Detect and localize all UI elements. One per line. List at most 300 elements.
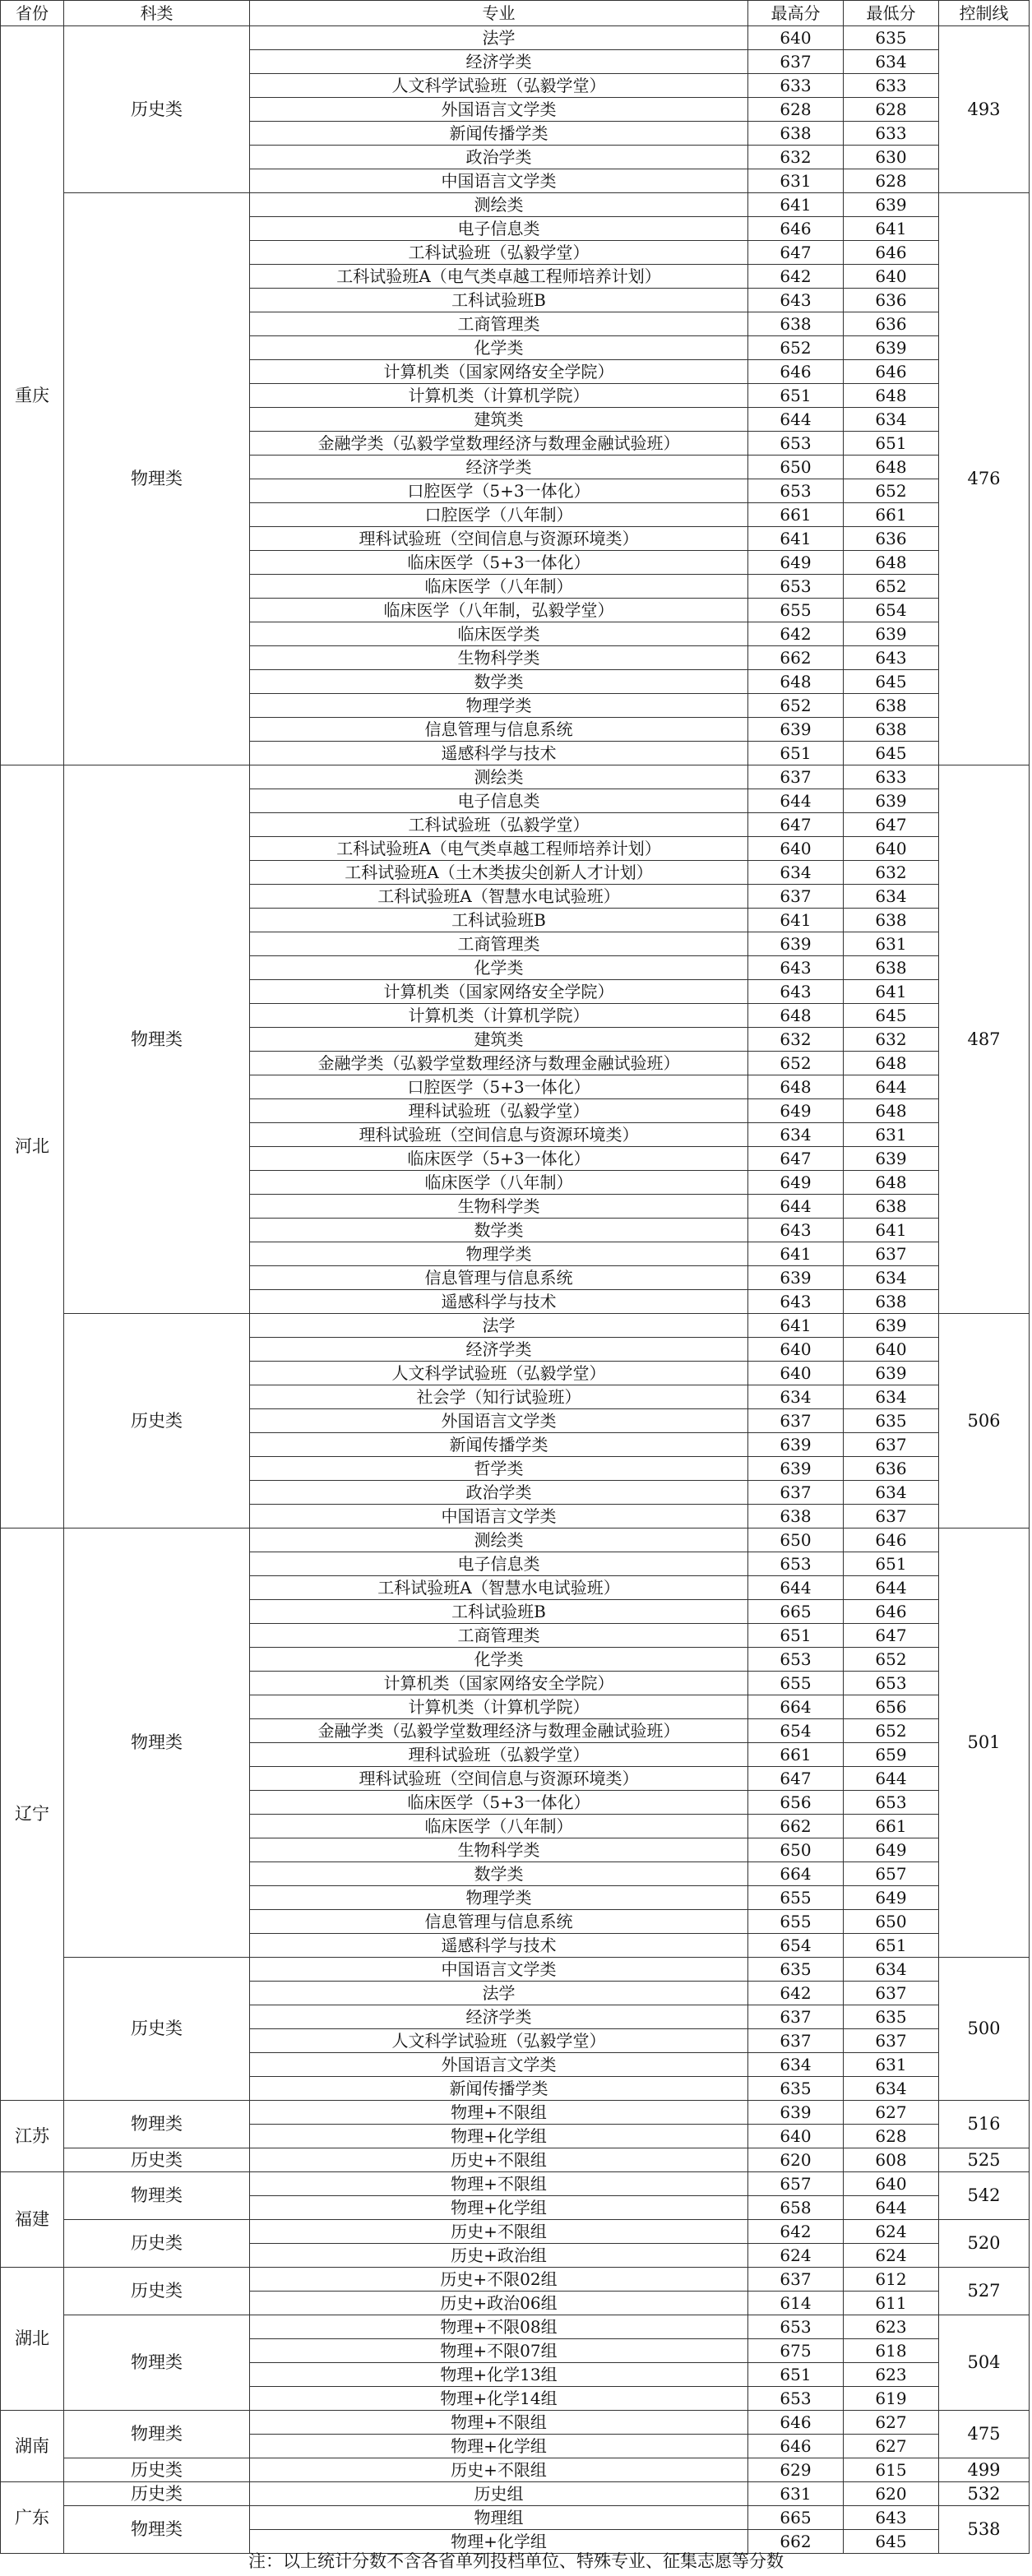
province-cell: 湖北: [1, 2268, 64, 2411]
min-score-cell: 633: [844, 765, 939, 789]
min-score-cell: 637: [844, 1433, 939, 1457]
min-score-cell: 628: [844, 98, 939, 122]
major-cell: 建筑类: [250, 1028, 748, 1052]
major-cell: 工科试验班A（智慧水电试验班）: [250, 1576, 748, 1600]
min-score-cell: 648: [844, 456, 939, 479]
control-line-cell: 538: [939, 2506, 1030, 2554]
major-cell: 物理+化学14组: [250, 2387, 748, 2411]
min-score-cell: 638: [844, 956, 939, 980]
max-score-cell: 637: [748, 2029, 844, 2053]
min-score-cell: 639: [844, 193, 939, 217]
major-cell: 历史+不限组: [250, 2148, 748, 2172]
max-score-cell: 629: [748, 2458, 844, 2482]
min-score-cell: 636: [844, 289, 939, 312]
min-score-cell: 643: [844, 646, 939, 670]
max-score-cell: 643: [748, 1290, 844, 1314]
major-cell: 工商管理类: [250, 1624, 748, 1648]
max-score-cell: 642: [748, 1982, 844, 2005]
major-cell: 历史+政治06组: [250, 2292, 748, 2315]
min-score-cell: 637: [844, 1242, 939, 1266]
control-line-cell: 500: [939, 1958, 1030, 2101]
header-control-line: 控制线: [939, 1, 1030, 26]
max-score-cell: 643: [748, 289, 844, 312]
max-score-cell: 646: [748, 2435, 844, 2458]
max-score-cell: 647: [748, 1767, 844, 1791]
max-score-cell: 654: [748, 1719, 844, 1743]
min-score-cell: 634: [844, 50, 939, 74]
table-row: [1, 1528, 1030, 1552]
major-cell: 测绘类: [250, 765, 748, 789]
max-score-cell: 653: [748, 432, 844, 456]
min-score-cell: 661: [844, 503, 939, 527]
max-score-cell: 657: [748, 2172, 844, 2196]
major-cell: 计算机类（国家网络安全学院）: [250, 1672, 748, 1695]
max-score-cell: 655: [748, 1910, 844, 1934]
track-cell: 历史类: [64, 2268, 250, 2315]
table-row: [1, 2482, 1030, 2506]
major-cell: 经济学类: [250, 456, 748, 479]
major-cell: 工科试验班A（智慧水电试验班）: [250, 885, 748, 909]
min-score-cell: 627: [844, 2101, 939, 2125]
min-score-cell: 643: [844, 2506, 939, 2530]
max-score-cell: 648: [748, 1075, 844, 1099]
control-line-cell: 487: [939, 765, 1030, 1314]
track-cell: 历史类: [64, 2482, 250, 2506]
max-score-cell: 639: [748, 932, 844, 956]
major-cell: 社会学（知行试验班）: [250, 1385, 748, 1409]
max-score-cell: 642: [748, 622, 844, 646]
max-score-cell: 628: [748, 98, 844, 122]
major-cell: 法学: [250, 1982, 748, 2005]
major-cell: 法学: [250, 26, 748, 50]
province-cell: 广东: [1, 2482, 64, 2554]
min-score-cell: 639: [844, 336, 939, 360]
major-cell: 人文科学试验班（弘毅学堂）: [250, 74, 748, 98]
max-score-cell: 658: [748, 2196, 844, 2220]
province-cell: 福建: [1, 2172, 64, 2268]
major-cell: 物理+化学组: [250, 2530, 748, 2554]
min-score-cell: 651: [844, 1934, 939, 1958]
min-score-cell: 635: [844, 2005, 939, 2029]
max-score-cell: 637: [748, 2005, 844, 2029]
major-cell: 新闻传播学类: [250, 1433, 748, 1457]
control-line-cell: 499: [939, 2458, 1030, 2482]
major-cell: 临床医学（5+3一体化）: [250, 551, 748, 575]
min-score-cell: 632: [844, 861, 939, 885]
major-cell: 新闻传播学类: [250, 122, 748, 146]
max-score-cell: 641: [748, 527, 844, 551]
major-cell: 工科试验班B: [250, 1600, 748, 1624]
major-cell: 临床医学（八年制）: [250, 575, 748, 599]
max-score-cell: 631: [748, 169, 844, 193]
min-score-cell: 639: [844, 622, 939, 646]
major-cell: 遥感科学与技术: [250, 742, 748, 765]
min-score-cell: 639: [844, 1314, 939, 1338]
control-line-cell: 532: [939, 2482, 1030, 2506]
max-score-cell: 642: [748, 265, 844, 289]
min-score-cell: 632: [844, 1028, 939, 1052]
major-cell: 临床医学类: [250, 622, 748, 646]
control-line-cell: 504: [939, 2315, 1030, 2411]
min-score-cell: 652: [844, 479, 939, 503]
major-cell: 外国语言文学类: [250, 1409, 748, 1433]
major-cell: 计算机类（国家网络安全学院）: [250, 360, 748, 384]
max-score-cell: 635: [748, 1958, 844, 1982]
min-score-cell: 638: [844, 694, 939, 718]
table-row: [1, 2220, 1030, 2244]
max-score-cell: 644: [748, 789, 844, 813]
table-row: [1, 1314, 1030, 1338]
min-score-cell: 638: [844, 1290, 939, 1314]
min-score-cell: 644: [844, 1576, 939, 1600]
max-score-cell: 662: [748, 2530, 844, 2554]
min-score-cell: 648: [844, 1099, 939, 1123]
max-score-cell: 637: [748, 2268, 844, 2292]
major-cell: 政治学类: [250, 146, 748, 169]
max-score-cell: 647: [748, 241, 844, 265]
control-line-cell: 525: [939, 2148, 1030, 2172]
province-cell: 湖南: [1, 2411, 64, 2482]
max-score-cell: 653: [748, 479, 844, 503]
control-line-cell: 520: [939, 2220, 1030, 2268]
track-cell: 历史类: [64, 2458, 250, 2482]
min-score-cell: 657: [844, 1862, 939, 1886]
max-score-cell: 652: [748, 336, 844, 360]
min-score-cell: 630: [844, 146, 939, 169]
max-score-cell: 635: [748, 2077, 844, 2101]
max-score-cell: 653: [748, 575, 844, 599]
table-row: [1, 26, 1030, 50]
major-cell: 数学类: [250, 1219, 748, 1242]
province-cell: 重庆: [1, 26, 64, 765]
min-score-cell: 615: [844, 2458, 939, 2482]
track-cell: 历史类: [64, 2220, 250, 2268]
major-cell: 人文科学试验班（弘毅学堂）: [250, 1362, 748, 1385]
control-line-cell: 493: [939, 26, 1030, 193]
min-score-cell: 631: [844, 1123, 939, 1147]
max-score-cell: 646: [748, 2411, 844, 2435]
control-line-cell: 501: [939, 1528, 1030, 1958]
min-score-cell: 649: [844, 1838, 939, 1862]
major-cell: 信息管理与信息系统: [250, 1910, 748, 1934]
major-cell: 理科试验班（弘毅学堂）: [250, 1743, 748, 1767]
major-cell: 数学类: [250, 1862, 748, 1886]
min-score-cell: 641: [844, 980, 939, 1004]
min-score-cell: 631: [844, 932, 939, 956]
min-score-cell: 654: [844, 599, 939, 622]
major-cell: 物理+不限组: [250, 2411, 748, 2435]
max-score-cell: 643: [748, 956, 844, 980]
min-score-cell: 637: [844, 1505, 939, 1528]
max-score-cell: 664: [748, 1695, 844, 1719]
major-cell: 临床医学（5+3一体化）: [250, 1791, 748, 1815]
major-cell: 物理+不限组: [250, 2172, 748, 2196]
major-cell: 历史组: [250, 2482, 748, 2506]
min-score-cell: 638: [844, 1195, 939, 1219]
major-cell: 化学类: [250, 956, 748, 980]
major-cell: 建筑类: [250, 408, 748, 432]
header-province: 省份: [1, 1, 64, 26]
max-score-cell: 640: [748, 837, 844, 861]
table-body: [1, 26, 1030, 2554]
max-score-cell: 639: [748, 1433, 844, 1457]
min-score-cell: 633: [844, 74, 939, 98]
min-score-cell: 633: [844, 122, 939, 146]
major-cell: 口腔医学（八年制）: [250, 503, 748, 527]
major-cell: 生物科学类: [250, 1195, 748, 1219]
major-cell: 理科试验班（空间信息与资源环境类）: [250, 527, 748, 551]
max-score-cell: 651: [748, 742, 844, 765]
major-cell: 外国语言文学类: [250, 98, 748, 122]
max-score-cell: 652: [748, 1052, 844, 1075]
header-row: [1, 1, 1030, 26]
min-score-cell: 640: [844, 265, 939, 289]
major-cell: 中国语言文学类: [250, 169, 748, 193]
max-score-cell: 648: [748, 670, 844, 694]
max-score-cell: 652: [748, 694, 844, 718]
min-score-cell: 661: [844, 1815, 939, 1838]
max-score-cell: 639: [748, 1266, 844, 1290]
max-score-cell: 638: [748, 312, 844, 336]
major-cell: 物理学类: [250, 1886, 748, 1910]
max-score-cell: 649: [748, 1099, 844, 1123]
table-row: [1, 2101, 1030, 2125]
max-score-cell: 654: [748, 1934, 844, 1958]
control-line-cell: 506: [939, 1314, 1030, 1528]
min-score-cell: 645: [844, 1004, 939, 1028]
max-score-cell: 650: [748, 1528, 844, 1552]
max-score-cell: 640: [748, 1362, 844, 1385]
min-score-cell: 634: [844, 1266, 939, 1290]
major-cell: 物理+化学组: [250, 2125, 748, 2148]
min-score-cell: 648: [844, 384, 939, 408]
major-cell: 经济学类: [250, 50, 748, 74]
major-cell: 物理+不限组: [250, 2101, 748, 2125]
major-cell: 物理学类: [250, 1242, 748, 1266]
province-cell: 江苏: [1, 2101, 64, 2172]
max-score-cell: 647: [748, 813, 844, 837]
table-row: [1, 193, 1030, 217]
max-score-cell: 634: [748, 2053, 844, 2077]
major-cell: 生物科学类: [250, 1838, 748, 1862]
min-score-cell: 652: [844, 575, 939, 599]
max-score-cell: 646: [748, 360, 844, 384]
max-score-cell: 637: [748, 1409, 844, 1433]
table-row: [1, 2458, 1030, 2482]
major-cell: 理科试验班（空间信息与资源环境类）: [250, 1767, 748, 1791]
table-row: [1, 2411, 1030, 2435]
major-cell: 中国语言文学类: [250, 1958, 748, 1982]
major-cell: 物理+化学组: [250, 2196, 748, 2220]
min-score-cell: 636: [844, 312, 939, 336]
min-score-cell: 652: [844, 1648, 939, 1672]
min-score-cell: 637: [844, 1982, 939, 2005]
max-score-cell: 655: [748, 1672, 844, 1695]
min-score-cell: 634: [844, 1958, 939, 1982]
max-score-cell: 662: [748, 646, 844, 670]
max-score-cell: 634: [748, 1123, 844, 1147]
min-score-cell: 648: [844, 1171, 939, 1195]
min-score-cell: 628: [844, 2125, 939, 2148]
track-cell: 历史类: [64, 1958, 250, 2101]
max-score-cell: 651: [748, 2363, 844, 2387]
major-cell: 临床医学（八年制，弘毅学堂）: [250, 599, 748, 622]
table-row: [1, 1958, 1030, 1982]
min-score-cell: 618: [844, 2339, 939, 2363]
min-score-cell: 653: [844, 1672, 939, 1695]
major-cell: 理科试验班（空间信息与资源环境类）: [250, 1123, 748, 1147]
control-line-cell: 476: [939, 193, 1030, 765]
track-cell: 历史类: [64, 2148, 250, 2172]
major-cell: 物理+化学组: [250, 2435, 748, 2458]
major-cell: 物理+不限07组: [250, 2339, 748, 2363]
max-score-cell: 614: [748, 2292, 844, 2315]
major-cell: 临床医学（八年制）: [250, 1815, 748, 1838]
major-cell: 中国语言文学类: [250, 1505, 748, 1528]
major-cell: 计算机类（计算机学院）: [250, 1004, 748, 1028]
max-score-cell: 647: [748, 1147, 844, 1171]
major-cell: 新闻传播学类: [250, 2077, 748, 2101]
min-score-cell: 650: [844, 1910, 939, 1934]
min-score-cell: 646: [844, 1528, 939, 1552]
major-cell: 工科试验班A（土木类拔尖创新人才计划）: [250, 861, 748, 885]
max-score-cell: 675: [748, 2339, 844, 2363]
min-score-cell: 644: [844, 1767, 939, 1791]
major-cell: 理科试验班（弘毅学堂）: [250, 1099, 748, 1123]
min-score-cell: 646: [844, 360, 939, 384]
major-cell: 金融学类（弘毅学堂数理经济与数理金融试验班）: [250, 432, 748, 456]
major-cell: 物理+不限08组: [250, 2315, 748, 2339]
major-cell: 物理+化学13组: [250, 2363, 748, 2387]
min-score-cell: 623: [844, 2363, 939, 2387]
min-score-cell: 639: [844, 1147, 939, 1171]
min-score-cell: 641: [844, 1219, 939, 1242]
major-cell: 口腔医学（5+3一体化）: [250, 479, 748, 503]
max-score-cell: 649: [748, 1171, 844, 1195]
table-row: [1, 2172, 1030, 2196]
max-score-cell: 651: [748, 384, 844, 408]
max-score-cell: 665: [748, 2506, 844, 2530]
major-cell: 历史+不限组: [250, 2220, 748, 2244]
min-score-cell: 645: [844, 2530, 939, 2554]
header-min-score: 最低分: [844, 1, 939, 26]
max-score-cell: 632: [748, 1028, 844, 1052]
major-cell: 政治学类: [250, 1481, 748, 1505]
max-score-cell: 637: [748, 765, 844, 789]
max-score-cell: 639: [748, 2101, 844, 2125]
max-score-cell: 637: [748, 885, 844, 909]
min-score-cell: 611: [844, 2292, 939, 2315]
table-row: [1, 765, 1030, 789]
max-score-cell: 634: [748, 1385, 844, 1409]
min-score-cell: 623: [844, 2315, 939, 2339]
major-cell: 历史+不限组: [250, 2458, 748, 2482]
min-score-cell: 608: [844, 2148, 939, 2172]
max-score-cell: 620: [748, 2148, 844, 2172]
max-score-cell: 656: [748, 1791, 844, 1815]
major-cell: 法学: [250, 1314, 748, 1338]
max-score-cell: 639: [748, 718, 844, 742]
major-cell: 计算机类（国家网络安全学院）: [250, 980, 748, 1004]
min-score-cell: 640: [844, 2172, 939, 2196]
major-cell: 金融学类（弘毅学堂数理经济与数理金融试验班）: [250, 1719, 748, 1743]
major-cell: 电子信息类: [250, 217, 748, 241]
province-cell: 辽宁: [1, 1528, 64, 2101]
min-score-cell: 645: [844, 742, 939, 765]
major-cell: 测绘类: [250, 1528, 748, 1552]
track-cell: 物理类: [64, 2101, 250, 2148]
min-score-cell: 627: [844, 2435, 939, 2458]
track-cell: 物理类: [64, 2172, 250, 2220]
max-score-cell: 648: [748, 1004, 844, 1028]
min-score-cell: 649: [844, 1886, 939, 1910]
max-score-cell: 643: [748, 980, 844, 1004]
min-score-cell: 631: [844, 2053, 939, 2077]
major-cell: 信息管理与信息系统: [250, 1266, 748, 1290]
max-score-cell: 641: [748, 1242, 844, 1266]
major-cell: 工科试验班（弘毅学堂）: [250, 813, 748, 837]
major-cell: 工科试验班A（电气类卓越工程师培养计划）: [250, 265, 748, 289]
track-cell: 历史类: [64, 26, 250, 193]
track-cell: 物理类: [64, 2411, 250, 2458]
min-score-cell: 638: [844, 718, 939, 742]
min-score-cell: 644: [844, 2196, 939, 2220]
header-track: 科类: [64, 1, 250, 26]
max-score-cell: 624: [748, 2244, 844, 2268]
min-score-cell: 624: [844, 2244, 939, 2268]
table-row: [1, 2268, 1030, 2292]
track-cell: 物理类: [64, 1528, 250, 1958]
province-cell: 河北: [1, 765, 64, 1528]
major-cell: 工科试验班A（电气类卓越工程师培养计划）: [250, 837, 748, 861]
major-cell: 工科试验班B: [250, 909, 748, 932]
min-score-cell: 651: [844, 1552, 939, 1576]
min-score-cell: 637: [844, 2029, 939, 2053]
major-cell: 历史+不限02组: [250, 2268, 748, 2292]
min-score-cell: 634: [844, 1481, 939, 1505]
min-score-cell: 628: [844, 169, 939, 193]
max-score-cell: 632: [748, 146, 844, 169]
major-cell: 数学类: [250, 670, 748, 694]
major-cell: 经济学类: [250, 2005, 748, 2029]
major-cell: 物理学类: [250, 694, 748, 718]
max-score-cell: 640: [748, 26, 844, 50]
major-cell: 工商管理类: [250, 932, 748, 956]
major-cell: 测绘类: [250, 193, 748, 217]
min-score-cell: 634: [844, 2077, 939, 2101]
major-cell: 临床医学（八年制）: [250, 1171, 748, 1195]
min-score-cell: 653: [844, 1791, 939, 1815]
major-cell: 哲学类: [250, 1457, 748, 1481]
track-cell: 物理类: [64, 765, 250, 1314]
max-score-cell: 640: [748, 1338, 844, 1362]
major-cell: 化学类: [250, 1648, 748, 1672]
max-score-cell: 644: [748, 1576, 844, 1600]
control-line-cell: 542: [939, 2172, 1030, 2220]
min-score-cell: 651: [844, 432, 939, 456]
min-score-cell: 627: [844, 2411, 939, 2435]
max-score-cell: 638: [748, 122, 844, 146]
min-score-cell: 640: [844, 1338, 939, 1362]
major-cell: 人文科学试验班（弘毅学堂）: [250, 2029, 748, 2053]
control-line-cell: 527: [939, 2268, 1030, 2315]
major-cell: 电子信息类: [250, 1552, 748, 1576]
major-cell: 工商管理类: [250, 312, 748, 336]
table-row: [1, 2148, 1030, 2172]
max-score-cell: 665: [748, 1600, 844, 1624]
max-score-cell: 642: [748, 2220, 844, 2244]
max-score-cell: 650: [748, 1838, 844, 1862]
